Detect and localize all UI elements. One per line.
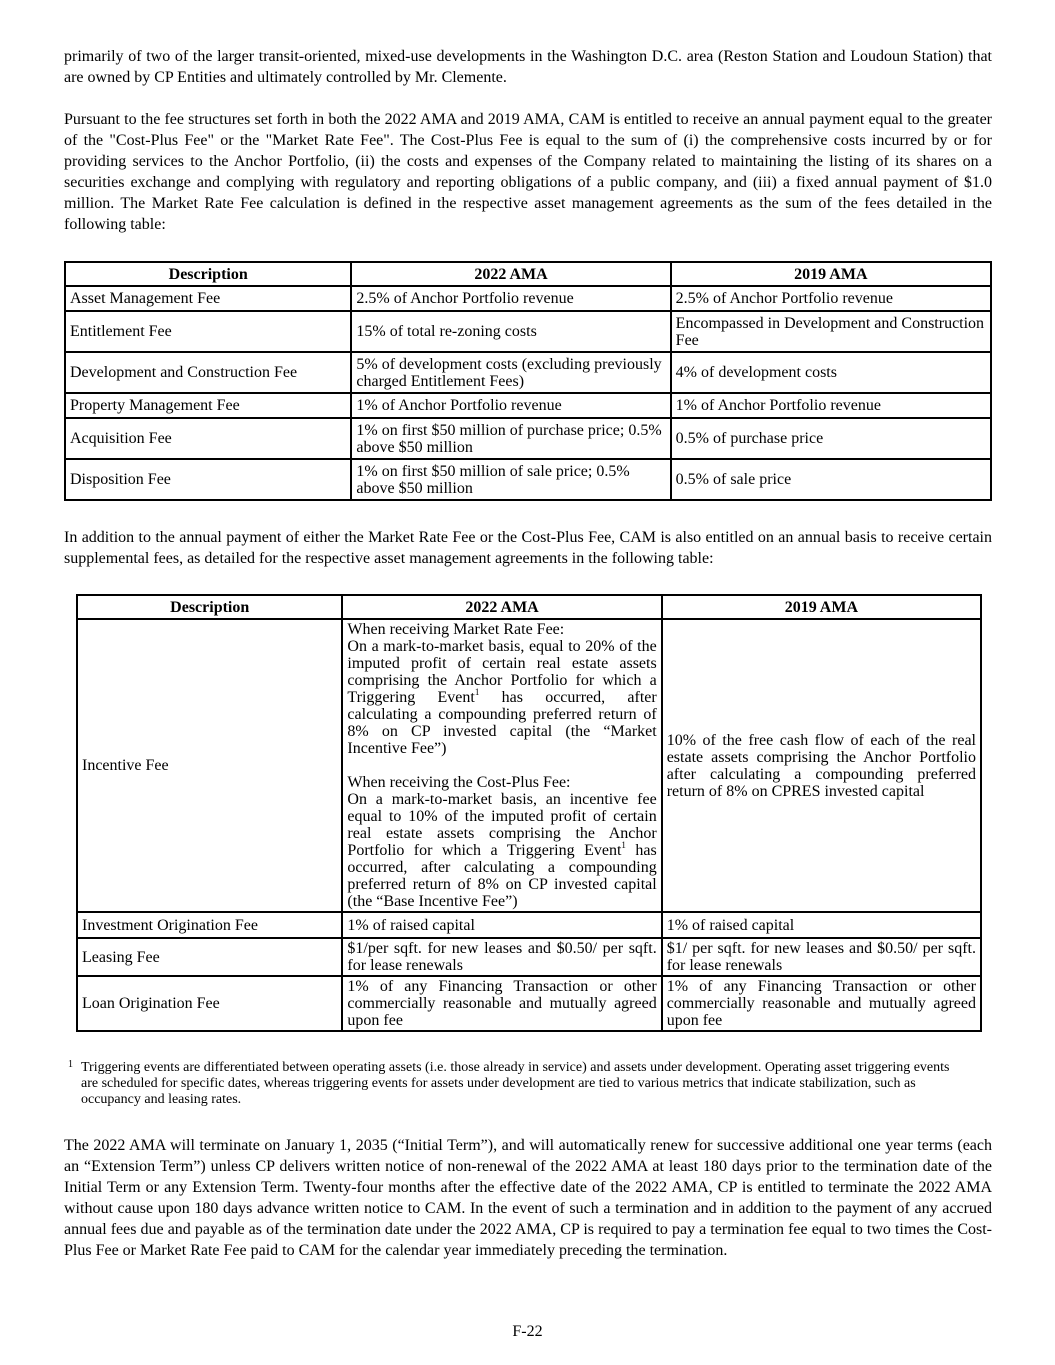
- market-rate-text-cont: has occurred, after calculating a compounding preferred return of 8% on CP invested capital (the “Market Incentive Fee”): [347, 689, 657, 757]
- cell-2019: 4% of development costs: [671, 352, 991, 393]
- cell-description: Acquisition Fee: [65, 418, 351, 459]
- cell-2019: 1% of raised capital: [662, 912, 981, 938]
- cell-2019: Encompassed in Development and Construction Fee: [671, 311, 991, 352]
- supplemental-fee-table: [76, 594, 982, 1032]
- cell-description: Incentive Fee: [77, 619, 342, 912]
- cell-2019: $1/ per sqft. for new leases and $0.50/ per sqft. for lease renewals: [662, 938, 981, 976]
- fee-structure-paragraph: Pursuant to the fee structures set forth in both the 2022 AMA and 2019 AMA, CAM is entitled to receive an annual payment equal to the greater of the "Cost-Plus Fee" or the "Market Rate Fee". The Cost-Plus Fee is equal to the sum of (i) the comprehensive costs incurred by or for providing services to the Anchor Portfolio, (ii) the costs and expenses of the Company related to maintaining the listing of its shares on a securities exchange and complying with regulatory and reporting obligations of a public company, and (iii) a fixed annual payment of $1.0 million. The Market Rate Fee calculation is defined in the respective asset management agreements as the sum of the fees detailed in the following table:: [64, 111, 992, 233]
- table-row: [77, 976, 981, 1031]
- table-row: [65, 286, 991, 311]
- cell-2019: 10% of the free cash flow of each of the real estate assets comprising the Anchor Portfolio after calculating a compounding preferred return of 8% on CPRES invested capital: [662, 619, 981, 912]
- cost-plus-text: On a mark-to-market basis, an incentive fee equal to 10% of the imputed profit of certain real estate assets comprising the Anchor Portfolio for which a Triggering Event: [347, 791, 657, 859]
- cell-description: Asset Management Fee: [65, 286, 351, 311]
- cost-plus-heading: When receiving the Cost-Plus Fee:: [347, 774, 571, 791]
- footnote: [68, 1060, 968, 1108]
- table-row: [77, 619, 981, 912]
- cell-description: Development and Construction Fee: [65, 352, 351, 393]
- header-description: Description: [65, 262, 351, 286]
- market-rate-heading: When receiving Market Rate Fee:: [347, 621, 565, 638]
- cell-description: Loan Origination Fee: [77, 976, 342, 1031]
- cell-2022: $1/per sqft. for new leases and $0.50/ per sqft. for lease renewals: [342, 938, 661, 976]
- footnote-ref: 1: [474, 687, 480, 697]
- cell-2022: 1% on first $50 million of sale price; 0.5% above $50 million: [351, 459, 670, 500]
- cell-description: Investment Origination Fee: [77, 912, 342, 938]
- header-2019-ama: 2019 AMA: [671, 262, 991, 286]
- cell-2022: [342, 619, 661, 912]
- table-row: [77, 912, 981, 938]
- cell-description: Leasing Fee: [77, 938, 342, 976]
- cell-2019: 0.5% of purchase price: [671, 418, 991, 459]
- header-2019-ama: 2019 AMA: [662, 595, 981, 619]
- cell-2022: 2.5% of Anchor Portfolio revenue: [351, 286, 670, 311]
- cell-2022: 1% on first $50 million of purchase price; 0.5% above $50 million: [351, 418, 670, 459]
- intro-paragraph: primarily of two of the larger transit-oriented, mixed-use developments in the Washington D.C. area (Reston Station and Loudoun Station) that are owned by CP Entities and ultimately controlled by Mr. Clemente.: [64, 48, 992, 86]
- header-2022-ama: 2022 AMA: [351, 262, 670, 286]
- cell-2019: 0.5% of sale price: [671, 459, 991, 500]
- market-rate-fee-table: [64, 261, 992, 501]
- table-row: [65, 352, 991, 393]
- supplemental-paragraph: In addition to the annual payment of either the Market Rate Fee or the Cost-Plus Fee, CAM is also entitled on an annual basis to receive certain supplemental fees, as detailed for the respective asset management agreements in the following table:: [64, 529, 992, 567]
- table-header-row: [77, 595, 981, 619]
- cell-2019: 2.5% of Anchor Portfolio revenue: [671, 286, 991, 311]
- footnote-text: Triggering events are differentiated between operating assets (i.e. those already in service) and assets under development. Operating asset triggering events are scheduled for specific dates, whereas triggering events for assets under development are tied to various metrics that indicate stabilization, such as occupancy and leasing rates.: [81, 1060, 950, 1107]
- table-row: [65, 459, 991, 500]
- cell-2022: 15% of total re-zoning costs: [351, 311, 670, 352]
- table-row: [65, 393, 991, 418]
- cell-2022: 5% of development costs (excluding previously charged Entitlement Fees): [351, 352, 670, 393]
- cell-description: Property Management Fee: [65, 393, 351, 418]
- cell-2022: 1% of raised capital: [342, 912, 661, 938]
- footnote-number: 1: [68, 1059, 73, 1070]
- cell-description: Disposition Fee: [65, 459, 351, 500]
- page-number: F-22: [512, 1323, 543, 1340]
- termination-paragraph: The 2022 AMA will terminate on January 1, 2035 (“Initial Term”), and will automatically renew for successive additional one year terms (each an “Extension Term”) unless CP delivers written notice of non-renewal of the 2022 AMA at least 180 days prior to the termination date of the Initial Term or any Extension Term. Twenty-four months after the effective date of the 2022 AMA, CP is entitled to terminate the 2022 AMA without cause upon 180 days advance written notice to CAM. In the event of such a termination and in addition to the payment of any accrued annual fees due and payable as of the termination date under the 2022 AMA, CP is required to pay a termination fee equal to two times the Cost-Plus Fee or Market Rate Fee paid to CAM for the calendar year immediately preceding the termination.: [64, 1137, 992, 1259]
- cell-2022: 1% of any Financing Transaction or other commercially reasonable and mutually agreed upon fee: [342, 976, 661, 1031]
- table-row: [65, 418, 991, 459]
- footnote-ref: 1: [621, 840, 626, 850]
- header-description: Description: [77, 595, 342, 619]
- table-row: [65, 311, 991, 352]
- header-2022-ama: 2022 AMA: [342, 595, 661, 619]
- table-header-row: [65, 262, 991, 286]
- market-rate-text: On a mark-to-market basis, equal to 20% of the imputed profit of certain real estate assets comprising the Anchor Portfolio for which a Triggering Event: [347, 638, 657, 706]
- cell-description: Entitlement Fee: [65, 311, 351, 352]
- cost-plus-text-cont: has occurred, after calculating a compounding preferred return of 8% on CP invested capital (the “Base Incentive Fee”): [347, 842, 657, 910]
- cell-2019: 1% of Anchor Portfolio revenue: [671, 393, 991, 418]
- cell-2019: 1% of any Financing Transaction or other commercially reasonable and mutually agreed upon fee: [662, 976, 981, 1031]
- cell-2022: 1% of Anchor Portfolio revenue: [351, 393, 670, 418]
- table-row: [77, 938, 981, 976]
